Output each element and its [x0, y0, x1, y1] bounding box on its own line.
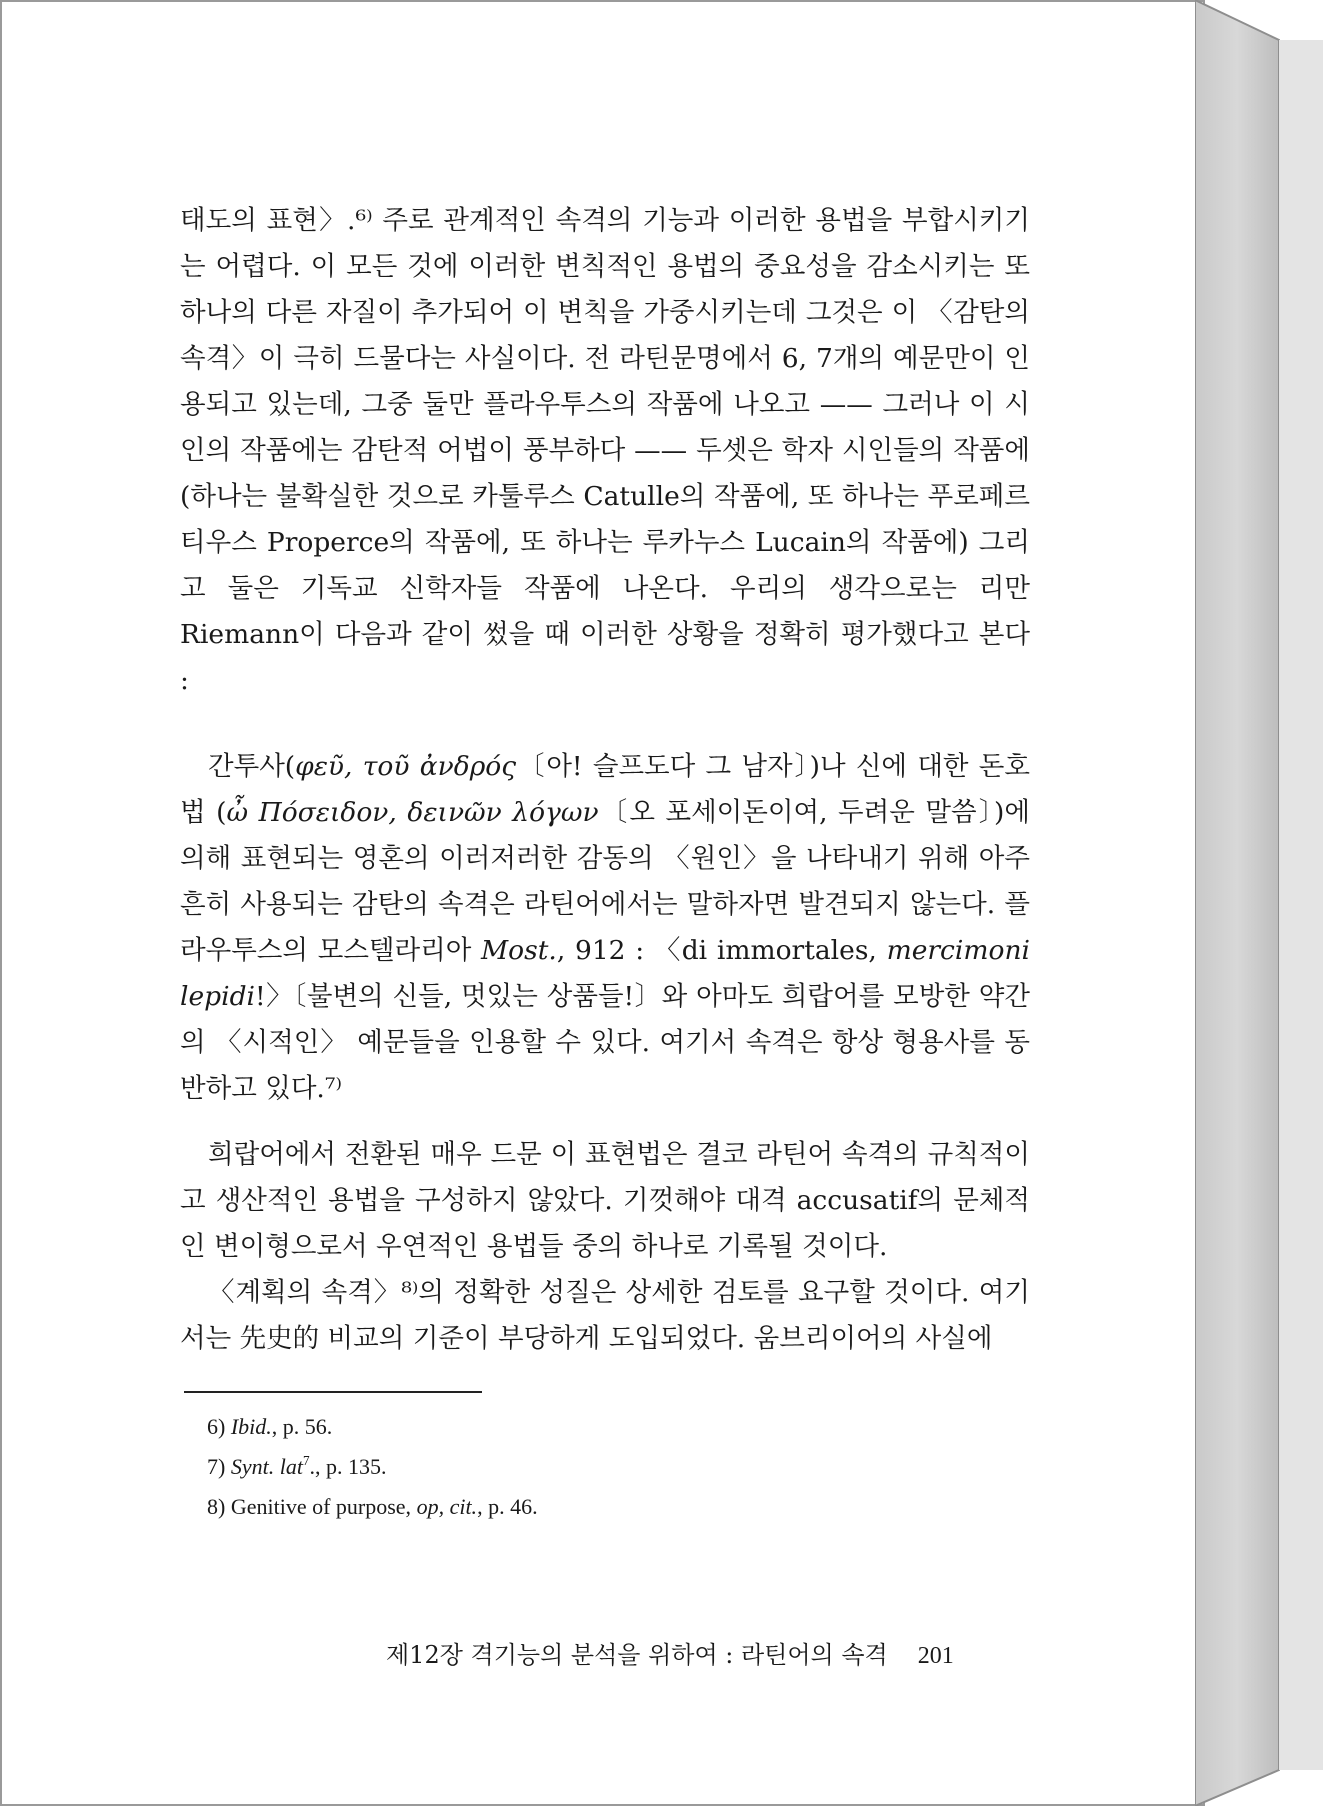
quote-text-5: !〉〔불변의 신들, 멋있는 상품들!〕와 아마도 희랍어를 모방한 약간의 〈시적인〉 예문들을 인용할 수 있다. 여기서 속격은 항상 형용사를 동반하고 있다.⁷⁾	[180, 981, 1030, 1104]
footnote-8	[207, 1487, 538, 1527]
abbrev-most: Most.	[481, 935, 557, 966]
footnote-number: 6)	[207, 1414, 226, 1439]
footnotes	[207, 1407, 538, 1527]
quote-text-4: , 912 : 〈di immortales,	[556, 935, 887, 966]
footnote-superscript: 7	[302, 1452, 310, 1468]
footnote-divider	[184, 1391, 482, 1393]
latin-phrase: mercimoni lepidi	[180, 935, 1030, 1012]
paragraph-text: 태도의 표현〉.⁶⁾ 주로 관계적인 속격의 기능과 이러한 용법을 부합시키기는 어렵다. 이 모든 것에 이러한 변칙적인 용법의 중요성을 감소시키는 또 하나의 다른 자질이 추가되어 이 변칙을 가중시키는데 그것은 이 〈감탄의 속격〉이 극히 드물다는 사실이다. 전 라틴문명에서 6, 7개의 예문만이 인용되고 있는데, 그중 둘만 플라우투스의 작품에 나오고 —— 그러나 이 시인의 작품에는 감탄적 어법이 풍부하다 —— 두셋은 학자 시인들의 작품에(하나는 불확실한 것으로 카툴루스 Catulle의 작품에, 또 하나는 푸로페르티우스 Properce의 작품에, 또 하나는 루카누스 Lucain의 작품에) 그리고 둘은 기독교 신학자들 작품에 나온다. 우리의 생각으로는 리만 Riemann이 다음과 같이 썼을 때 이러한 상황을 정확히 평가했다고 본다 :	[180, 205, 1030, 696]
footnote-7	[207, 1447, 538, 1487]
quote-text-2: 〔아! 슬프도다 그 남자〕)나 신에 대한 돈호법 (	[180, 751, 1031, 828]
chapter-title: 제12장 격기능의 분석을 위하여 : 라틴어의 속격	[386, 1641, 888, 1669]
running-footer	[386, 1635, 954, 1670]
body-paragraph-3	[180, 1132, 1030, 1362]
footnote-number: 8)	[207, 1494, 226, 1519]
footnote-italic: Ibid.	[230, 1414, 272, 1439]
quote-text-3: 〔오 포세이돈이여, 두려운 말씀〕)에 의해 표현되는 영혼의 이러저러한 감동의 〈원인〉을 나타내기 위해 아주 흔히 사용되는 감탄의 속격은 라틴어에서는 말하자면 발견되지 않는다. 플라우투스의 모스텔라리아	[180, 797, 1030, 966]
footnote-number: 7)	[207, 1454, 226, 1479]
block-quote	[180, 744, 1030, 1112]
page-number: 201	[917, 1643, 954, 1669]
footnote-6	[207, 1407, 538, 1447]
footnote-text: Genitive of purpose,	[230, 1494, 417, 1519]
paragraph-text: 〈계획의 속격〉⁸⁾의 정확한 성질은 상세한 검토를 요구할 것이다. 여기서는 先史的 비교의 기준이 부당하게 도입되었다. 움브리이어의 사실에	[180, 1277, 1030, 1354]
quote-text-1: 간투사(	[208, 751, 296, 782]
book-spine	[1195, 0, 1324, 1806]
footnote-italic: Synt. lat	[230, 1454, 303, 1479]
greek-phrase-2: ὦ Πόσειδον, δεινῶν λόγων	[226, 797, 599, 828]
paragraph-text: 희랍어에서 전환된 매우 드문 이 표현법은 결코 라틴어 속격의 규칙적이고 생산적인 용법을 구성하지 않았다. 기껏해야 대격 accusatif의 문체적인 변이형으로서 우연적인 용법들 중의 하나로 기록될 것이다.	[180, 1139, 1030, 1262]
body-paragraph-1	[180, 198, 1030, 704]
footnote-italic: op, cit.	[416, 1494, 478, 1519]
footnote-text: , p. 46.	[477, 1494, 538, 1519]
quote-paragraph	[180, 744, 1030, 1112]
footnote-text: ., p. 135.	[309, 1454, 387, 1479]
greek-phrase-1: φεῦ, τοῦ ἀνδρός	[295, 751, 517, 782]
footnote-text: , p. 56.	[271, 1414, 333, 1439]
